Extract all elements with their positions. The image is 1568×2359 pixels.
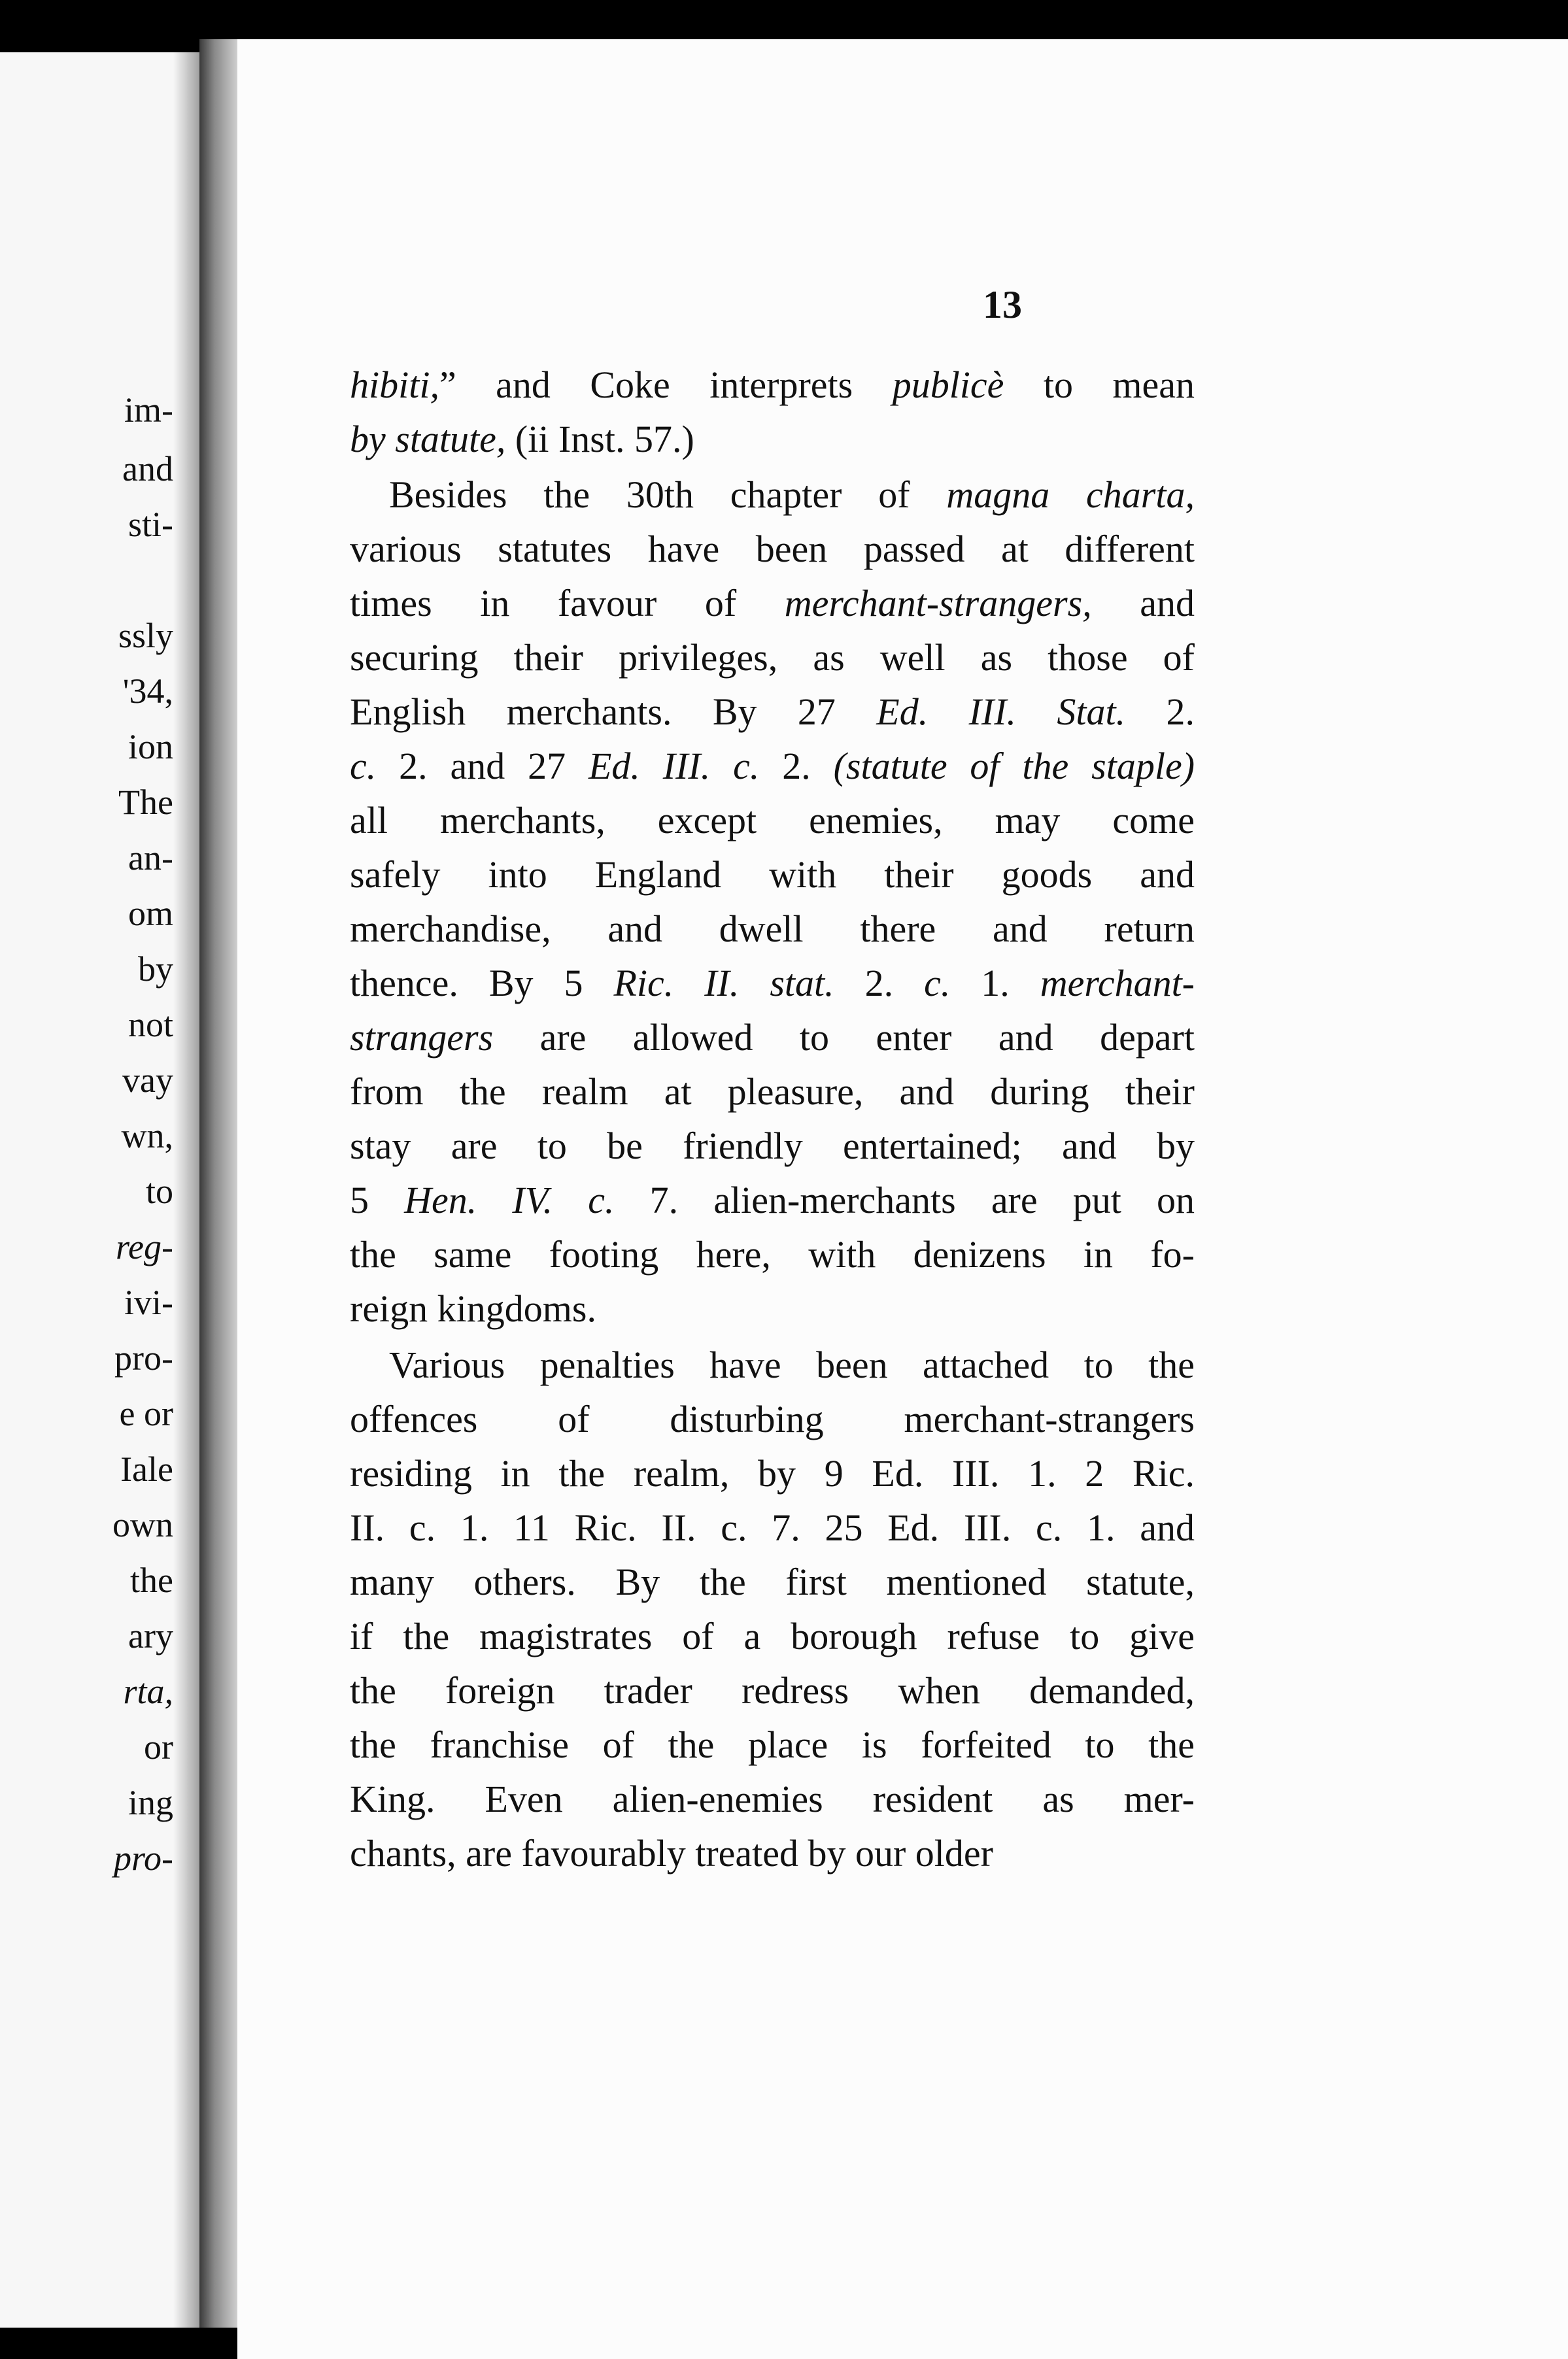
text-line (350, 1669, 1195, 1712)
text-span: times in favour of (350, 582, 785, 624)
text-span: residing in the realm, by 9 Ed. III. 1. 2 Ric. (350, 1452, 1195, 1495)
text-span: thence. By 5 (350, 962, 614, 1004)
text-line (350, 747, 1195, 785)
facing-page-fragment-text: sti- (128, 505, 173, 544)
facing-page-fragment-text: The (118, 783, 173, 822)
facing-page-fragment-text: ivi- (124, 1283, 173, 1322)
text-span: King. Even alien-enemies resident as mer- (350, 1778, 1195, 1820)
text-line (350, 636, 1195, 679)
text-line (350, 582, 1195, 624)
text-line (350, 366, 1195, 404)
facing-page-fragment-text: '34, (122, 671, 173, 711)
facing-page-fragment-text: rta, (123, 1672, 173, 1711)
text-span: ” and Coke interprets (439, 364, 893, 406)
text-line (350, 1452, 1195, 1495)
text-span: securing their privileges, as well as those of (350, 636, 1195, 679)
text-line (350, 1563, 1195, 1601)
italic-text: Ed. III. c. (588, 745, 760, 787)
text-span: if the magistrates of a borough refuse to give (350, 1615, 1195, 1657)
text-line (350, 420, 1195, 458)
text-span: to mean (1004, 364, 1195, 406)
text-span: the foreign trader redress when demanded, (350, 1669, 1195, 1712)
text-line (350, 1070, 1195, 1113)
text-line (350, 1723, 1195, 1766)
text-span: 1. (950, 962, 1040, 1004)
text-span: the franchise of the place is forfeited to the (350, 1723, 1195, 1766)
text-line (350, 1287, 1195, 1330)
text-line (350, 1233, 1195, 1276)
page-number: 13 (983, 283, 1022, 326)
facing-page-fragment-text: ary (128, 1616, 173, 1655)
text-span: all merchants, except enemies, may come (350, 799, 1195, 841)
text-span: chants, are favourably treated by our older (350, 1832, 993, 1875)
italic-text: magna charta, (946, 473, 1195, 516)
text-span: from the realm at pleasure, and during their (350, 1070, 1195, 1113)
text-span: II. c. 1. 11 Ric. II. c. 7. 25 Ed. III. c. 1. and (350, 1506, 1195, 1549)
text-span: offences of disturbing merchant-strangers (350, 1398, 1195, 1440)
facing-page-fragment-text: e or (119, 1394, 173, 1433)
text-line (350, 964, 1195, 1002)
text-span: Besides the 30th chapter of (389, 473, 947, 516)
facing-page-fragment-text: im- (124, 390, 173, 430)
facing-page-fragment-text: to (145, 1172, 173, 1211)
text-line (350, 1181, 1195, 1219)
text-line (350, 1832, 1195, 1875)
text-line (350, 1127, 1195, 1165)
facing-page-fragment-text: pro- (114, 1338, 173, 1378)
text-span: English merchants. By 27 (350, 690, 877, 733)
text-line (350, 853, 1195, 896)
text-span: the same footing here, with denizens in fo- (350, 1233, 1195, 1276)
text-span: stay are to be friendly entertained; and by (350, 1125, 1195, 1167)
text-span: many others. By the first mentioned statute, (350, 1561, 1195, 1603)
text-span: various statutes have been passed at different (350, 528, 1195, 570)
facing-page-fragment-text: Iale (120, 1450, 173, 1489)
text-line (350, 1780, 1195, 1818)
facing-page-fragment-text: by (138, 949, 173, 989)
text-span: 2. (759, 745, 834, 787)
text-line (350, 473, 1195, 516)
facing-page-fragment-text: wn, (121, 1116, 173, 1155)
facing-page-fragment-text: an- (128, 838, 173, 877)
text-span: reign kingdoms. (350, 1287, 596, 1330)
text-span: 5 (350, 1179, 405, 1221)
text-span: 2. (834, 962, 925, 1004)
text-line (350, 1016, 1195, 1059)
book-gutter (199, 39, 237, 2328)
facing-page-fragment-text: om (128, 894, 173, 933)
facing-page-fragment-text: ssly (118, 616, 173, 655)
italic-text: (statute of the staple) (833, 745, 1195, 787)
italic-text: hibiti, (350, 364, 439, 406)
text-line (350, 1346, 1195, 1384)
text-span: merchandise, and dwell there and return (350, 908, 1195, 950)
text-span: 2. and 27 (376, 745, 588, 787)
facing-page-fragment-text: or (144, 1727, 173, 1767)
text-span: Various penalties have been attached to the (389, 1344, 1195, 1386)
facing-page-fragment-text: the (130, 1561, 173, 1600)
text-line (350, 690, 1195, 733)
text-line (350, 910, 1195, 948)
text-span: 2. (1125, 690, 1195, 733)
text-line (350, 1615, 1195, 1657)
text-span: are allowed to enter and depart (493, 1016, 1195, 1059)
text-line (350, 1400, 1195, 1438)
text-line (350, 1506, 1195, 1549)
italic-text: Hen. IV. c. (404, 1179, 615, 1221)
facing-page-fragment-text: vay (122, 1061, 173, 1100)
page-shadow (173, 52, 199, 2328)
italic-text: merchant- (1040, 962, 1195, 1004)
italic-text: c. (350, 745, 377, 787)
facing-page-fragment-text: not (128, 1005, 173, 1044)
italic-text: merchant-strangers, (784, 582, 1092, 624)
text-line (350, 530, 1195, 568)
italic-text: by statute, (350, 418, 506, 460)
text-span: safely into England with their goods and (350, 853, 1195, 896)
facing-page-fragment-text: own (112, 1505, 173, 1544)
facing-page-fragment-text: pro- (114, 1839, 173, 1878)
italic-text: Ric. II. stat. (613, 962, 834, 1004)
facing-page-fragment-text: reg- (116, 1227, 173, 1266)
italic-text: publicè (892, 364, 1004, 406)
text-line (350, 799, 1195, 841)
text-span: and (1091, 582, 1195, 624)
facing-page-fragment-text: and (122, 449, 173, 488)
text-span: (ii Inst. 57.) (505, 418, 694, 460)
main-page (237, 39, 1568, 2359)
facing-page-fragment (0, 52, 199, 2328)
text-span: 7. alien-merchants are put on (614, 1179, 1195, 1221)
italic-text: Ed. III. Stat. (876, 690, 1126, 733)
facing-page-fragment-text: ion (128, 727, 173, 766)
italic-text: c. (924, 962, 951, 1004)
facing-page-fragment-text: ing (128, 1783, 173, 1822)
italic-text: strangers (350, 1016, 494, 1059)
